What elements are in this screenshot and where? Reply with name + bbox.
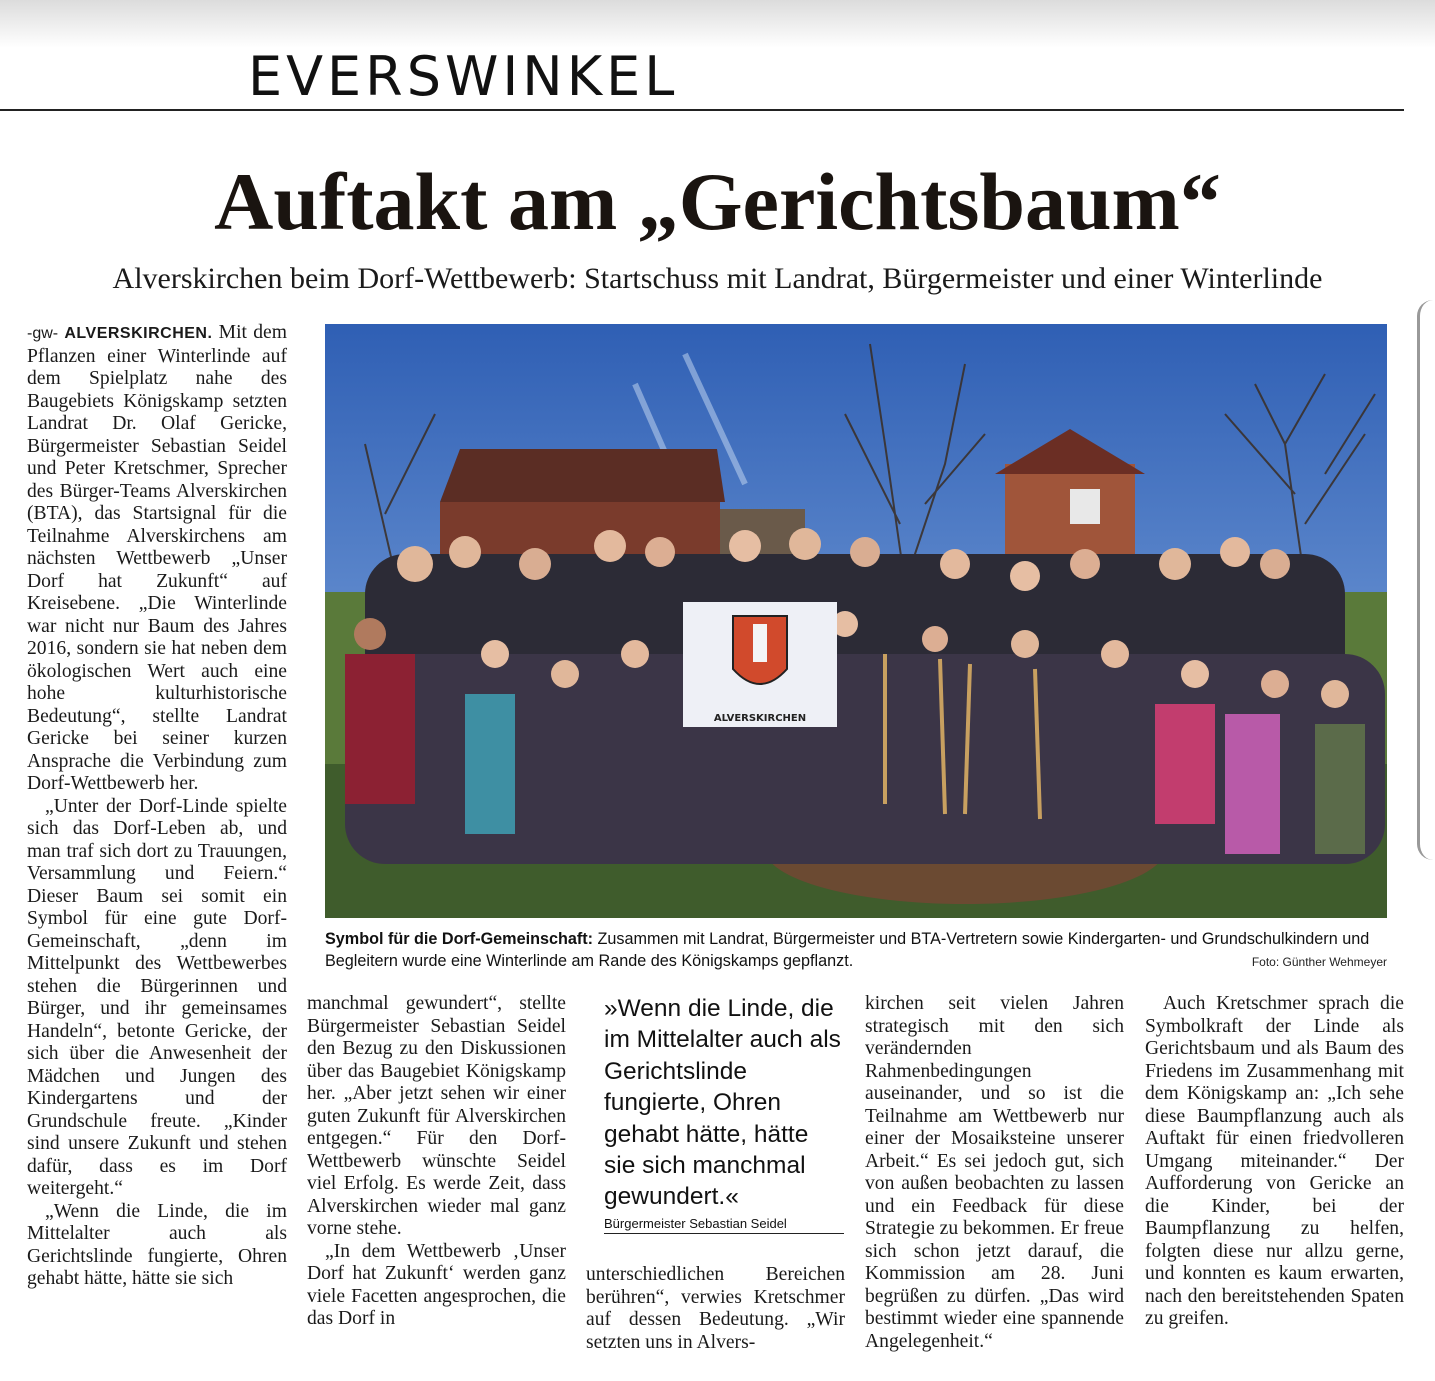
article-column-4 [865, 993, 1124, 1353]
article-column-2 [307, 993, 566, 1331]
article-paragraph: Auch Kretschmer sprach die Symbolkraft der Linde als Gerichtsbaum und als Baum des Friedens im Zusammenhang mit dem Königskamp an: „Ich sehe diese Baumpflanzung auch als Auftakt für einen friedvolleren Umgang miteinander.“ Der Aufforderung von Gericke an die Kinder, bei der Baumpflanzung zu helfen, folgten diese nur allzu gerne, und konnten es kaum erwarten, nach den bereitstehenden Spaten zu greifen. [1145, 993, 1404, 1329]
page-edge-curl [1417, 300, 1435, 860]
section-title: EVERSWINKEL [248, 45, 679, 108]
pull-quote-source: Bürgermeister Sebastian Seidel [604, 1216, 844, 1234]
byline: -gw- [27, 325, 59, 342]
article-column-1 [27, 322, 287, 1291]
paragraph-text: Mit dem Pflanzen einer Winterlinde auf dem Spielplatz nahe des Baugebiets Königskamp setzten Landrat Dr. Olaf Gericke, Bürgermeister Sebastian Seidel und Peter Kretschmer, Sprecher des Bürger-Teams Alverskirchen (BTA), das Startsignal für die Teilnahme Alverskirchens am nächsten Wettbewerb „Unser Dorf hat Zukunft“ auf Kreisebene. „Die Winterlinde war nicht nur Baum des Jahres 2016, sondern sie hat neben dem ökologischen Wert auch eine hohe kulturhistorische Bedeutung“, stellte Landrat Gericke bei seiner kurzen Ansprache die Verbindung zum Dorf-Wettbewerb her. [27, 322, 287, 794]
caption-text: Zusammen mit Landrat, Bürgermeister und BTA-Vertretern sowie Kindergarten- und Grundschulkindern und Begleitern wurde eine Winterlinde am Rande des Königskamps gepflanzt. [325, 930, 1370, 970]
headline: Auftakt am „Gerichtsbaum“ [214, 156, 1221, 247]
article-paragraph: manchmal gewundert“, stellte Bürgermeister Sebastian Seidel den Bezug zu den Diskussionen über das Baugebiet Königskamp her. „Aber jetzt sehen wir einer guten Zukunft für Alverskirchen entgegen.“ Für den Dorf-Wettbewerb wünschte Seidel viel Erfolg. Es werde Zeit, dass Alverskirchen wieder mal ganz vorne stehe. [307, 993, 566, 1239]
dateline-place: ALVERSKIRCHEN. [64, 325, 213, 342]
caption-lead: Symbol für die Dorf-Gemeinschaft: [325, 930, 594, 948]
header-rule [0, 109, 1404, 111]
flag-banner-text: ALVERSKIRCHEN [713, 713, 807, 724]
article-paragraph: „Unter der Dorf-Linde spielte sich das Dorf-Leben ab, und man traf sich dort zu Trauungen, Versammlung und Feiern.“ Dieser Baum sei somit ein Symbol für eine gute Dorf-Gemeinschaft, „denn im Mittelpunkt des Wettbewerbes stehen die Bürgerinnen und Bürger, und ihr gemeinsames Handeln“, betonte Gericke, der sich über die Anwesenheit der Mädchen und Jungen des Kindergartens und der Grundschule freute. „Kinder sind unsere Zukunft und stehen dafür, dass es im Dorf weitergeht.“ [27, 795, 287, 1199]
subheadline: Alverskirchen beim Dorf-Wettbewerb: Startschuss mit Landrat, Bürgermeister und einer Winterlinde [112, 262, 1323, 295]
news-photo [325, 324, 1387, 918]
article-column-3 [586, 1264, 845, 1354]
pull-quote: »Wenn die Linde, die im Mittelalter auch als Gerichtslinde fungierte, Ohren gehabt hätte, hätte sie sich manchmal gewundert.« [604, 995, 841, 1211]
page-top-shadow [0, 0, 1435, 48]
article-paragraph: „Wenn die Linde, die im Mittelalter auch als Gerichtslinde fungierte, Ohren gehabt hätte, hätte sie sich [27, 1200, 287, 1289]
article-paragraph: kirchen seit vielen Jahren strategisch mit den sich verändernden Rahmenbedingungen auseinander, und so ist die Teilnahme am Wettbewerb nur einer der Mosaiksteine unserer Arbeit.“ Es sei jedoch gut, sich von außen beobachten zu lassen und ein Feedback für diese Strategie zu bekommen. Er freue sich schon jetzt darauf, die Kommission am 28. Juni begrüßen zu dürfen. „Das wird bestimmt wieder eine spannende Angelegenheit.“ [865, 993, 1124, 1352]
group-photo-illustration [325, 324, 1387, 918]
article-paragraph [27, 322, 287, 796]
article-column-5 [1145, 993, 1404, 1331]
article-paragraph: „In dem Wettbewerb ‚Unser Dorf hat Zukunft‘ werden ganz viele Facetten angesprochen, die das Dorf in [307, 1240, 566, 1329]
photo-caption [325, 928, 1387, 972]
photo-credit: Foto: Günther Wehmeyer [1251, 955, 1387, 969]
article-paragraph: unterschiedlichen Bereichen berühren“, verwies Kretschmer auf dessen Bedeutung. „Wir setzten uns in Alvers- [586, 1264, 845, 1353]
